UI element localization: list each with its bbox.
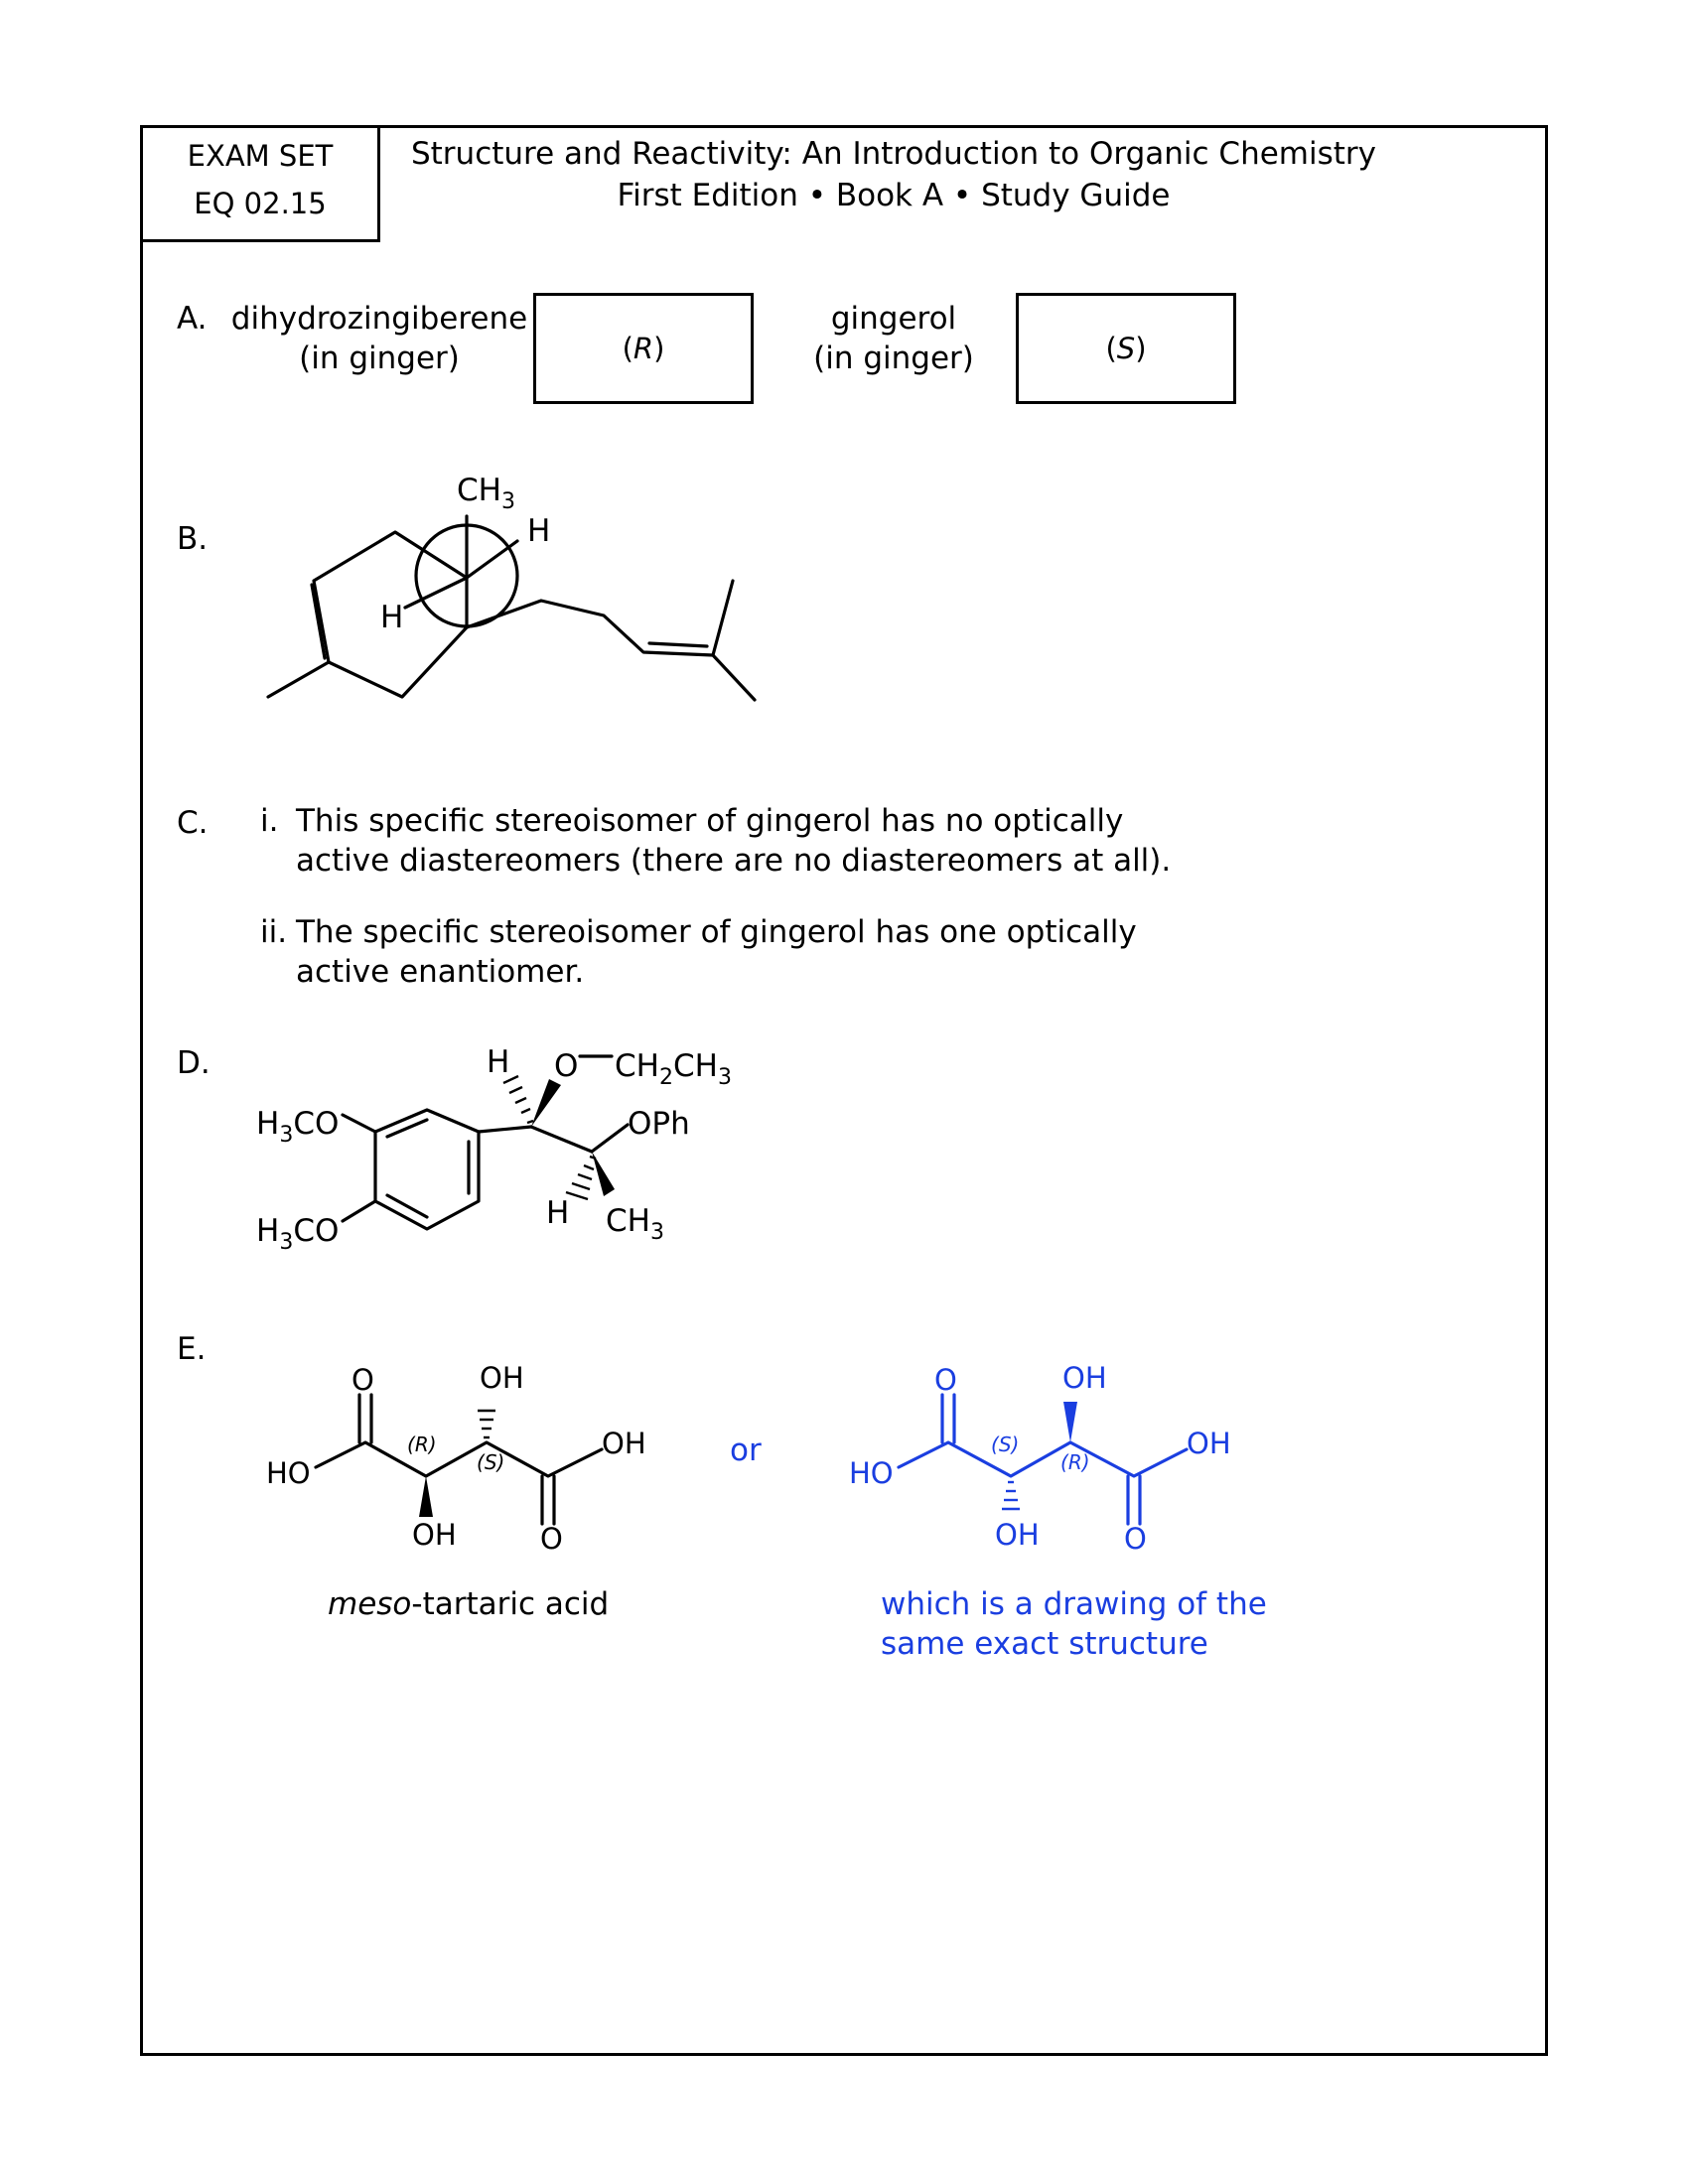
oh-bottom-label-blue: OH — [995, 1518, 1040, 1552]
part-e-label: E. — [177, 1331, 207, 1367]
r-stereo-label: (R) — [407, 1433, 437, 1456]
exam-set-label: EXAM SET — [187, 139, 334, 173]
s-stereo-label-blue: (S) — [991, 1433, 1020, 1456]
meso-caption — [328, 1583, 609, 1625]
carbon-chain-blue — [899, 1442, 1187, 1476]
answer-box-2: ( S ) — [1016, 293, 1236, 404]
oh-top-label: OH — [480, 1361, 524, 1395]
oh-right-label-blue: OH — [1187, 1427, 1231, 1460]
answer-box-1: ( R ) — [533, 293, 754, 404]
book-title: Structure and Reactivity: An Introduction to Organic Chemistry — [410, 136, 1377, 172]
item-ii-line-2: active enantiomer. — [296, 954, 585, 990]
meso-prefix: meso — [328, 1586, 412, 1622]
part-d-label: D. — [177, 1045, 211, 1081]
oh-top-label-blue: OH — [1062, 1361, 1107, 1395]
item-ii-line-1: The specific stereoisomer of gingerol has one optically — [296, 914, 1137, 950]
o-bottom-label-blue: O — [1124, 1522, 1147, 1556]
oh-right-label: OH — [602, 1427, 646, 1460]
ether-oxygen: O — [554, 1048, 579, 1084]
item-i-line-1: This specific stereoisomer of gingerol has no optically — [296, 803, 1124, 839]
item-i-line-2: active diastereomers (there are no diastereomers at all). — [296, 843, 1172, 879]
compound-2-source: (in ginger) — [813, 341, 974, 376]
wedge-bond-oh-top-blue — [1063, 1402, 1077, 1442]
h-top-label: H — [487, 1044, 510, 1080]
h3co-top-label: $H_3CO$ — [256, 1106, 340, 1148]
exam-code: EQ 02.15 — [194, 187, 327, 220]
item-ii-number: ii. — [260, 914, 288, 950]
o-bottom-label: O — [540, 1522, 563, 1556]
h-bottom-label: H — [546, 1195, 570, 1231]
h-top-label: H — [527, 513, 551, 549]
caption-rest: -tartaric acid — [411, 1586, 610, 1622]
book-subtitle: First Edition • Book A • Study Guide — [617, 178, 1171, 213]
r-stereo-label-blue: (R) — [1060, 1450, 1090, 1474]
blue-caption-line-2: same exact structure — [881, 1626, 1208, 1662]
o-top-label: O — [352, 1363, 374, 1397]
oph-label: OPh — [628, 1106, 690, 1142]
blue-caption-line-1: which is a drawing of the — [881, 1586, 1267, 1622]
ch3-bottom-label: $CH_3$ — [606, 1203, 664, 1245]
o-top-label-blue: O — [934, 1363, 957, 1397]
part-c-label: C. — [177, 805, 209, 841]
compound-2-name: gingerol — [830, 301, 957, 337]
h3co-bottom-label: $H_3CO$ — [256, 1213, 340, 1255]
ho-left-label: HO — [266, 1456, 311, 1490]
compound-1-name: dihydrozingiberene — [230, 301, 528, 337]
ch3-label: $CH_3$ — [457, 473, 515, 514]
h-left-label: H — [380, 600, 404, 635]
or-connector: or — [730, 1433, 762, 1468]
ethyl-label: $CH_2CH_3$ — [615, 1048, 732, 1090]
part-a-label: A. — [177, 301, 208, 337]
ho-left-label-blue: HO — [849, 1456, 894, 1490]
answer-2: S — [1116, 332, 1136, 365]
part-b-label: B. — [177, 521, 209, 557]
s-stereo-label: (S) — [477, 1450, 505, 1474]
item-i-number: i. — [260, 803, 279, 839]
answer-1: R — [633, 332, 654, 365]
hash-bond-oh-bottom-blue — [1002, 1482, 1020, 1509]
compound-1-source: (in ginger) — [299, 341, 460, 376]
oh-bottom-label: OH — [412, 1518, 457, 1552]
